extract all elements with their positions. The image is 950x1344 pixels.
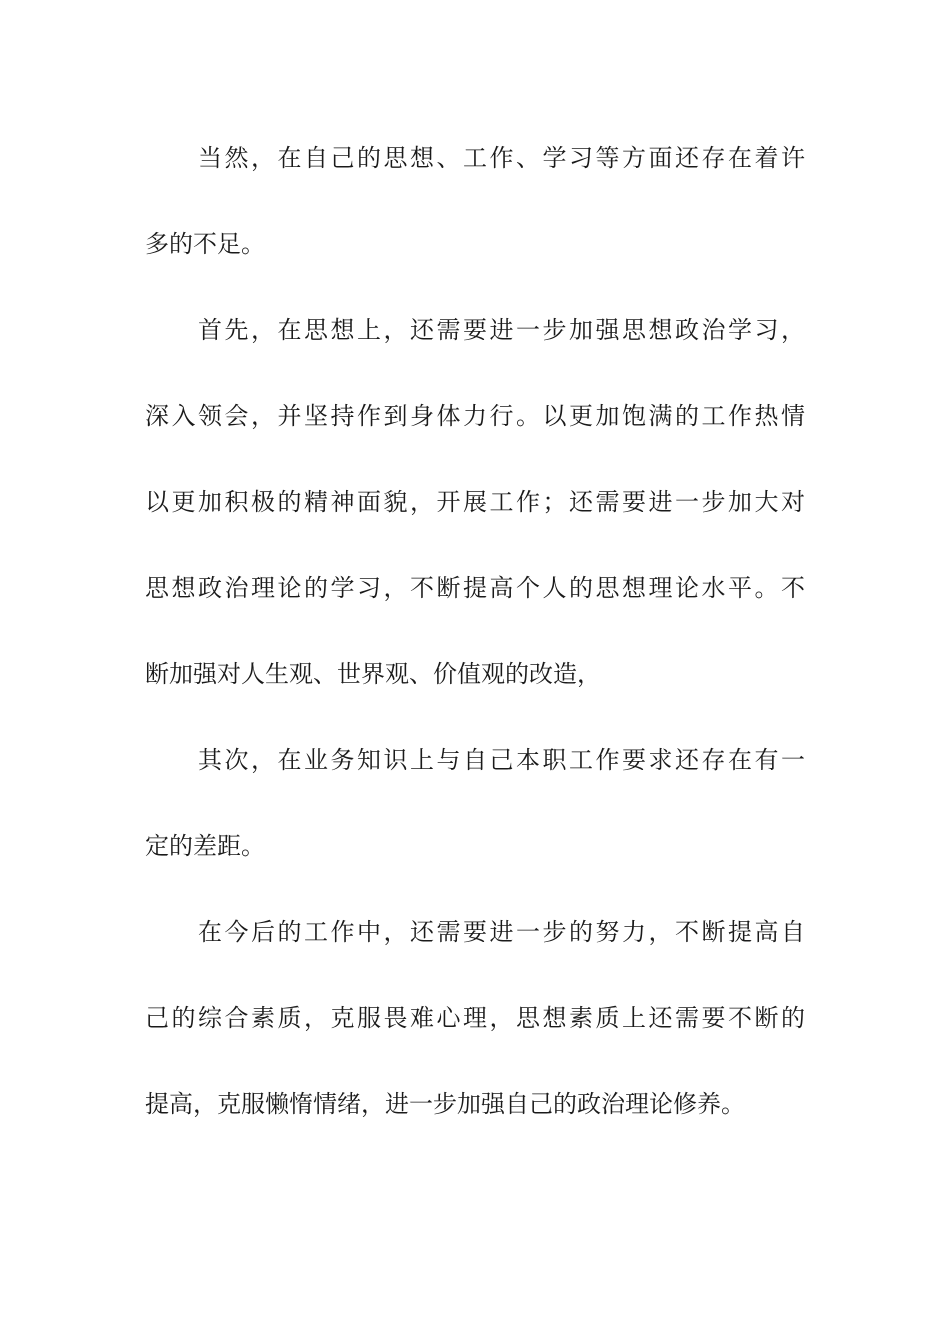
paragraph-4-line-1: 在今后的工作中，还需要进一步的努力，不断提高自	[198, 918, 805, 946]
paragraph-2-line-2: 深入领会，并坚持作到身体力行。以更加饱满的工作热情	[145, 402, 805, 430]
paragraph-1-line-2: 多的不足。	[145, 230, 265, 258]
paragraph-3-line-2: 定的差距。	[145, 832, 265, 860]
paragraph-2-line-5: 断加强对人生观、世界观、价值观的改造，	[145, 660, 601, 688]
paragraph-1-line-1: 当然，在自己的思想、工作、学习等方面还存在着许	[198, 144, 805, 172]
paragraph-4-line-2: 己的综合素质，克服畏难心理，思想素质上还需要不断的	[145, 1004, 805, 1032]
paragraph-2-line-4: 思想政治理论的学习，不断提高个人的思想理论水平。不	[145, 574, 805, 602]
paragraph-2-line-1: 首先，在思想上，还需要进一步加强思想政治学习，	[198, 316, 805, 344]
paragraph-2-line-3: 以更加积极的精神面貌，开展工作；还需要进一步加大对	[145, 488, 805, 516]
paragraph-3-line-1: 其次，在业务知识上与自己本职工作要求还存在有一	[198, 746, 805, 774]
paragraph-4-line-3: 提高，克服懒惰情绪，进一步加强自己的政治理论修养。	[145, 1090, 745, 1118]
